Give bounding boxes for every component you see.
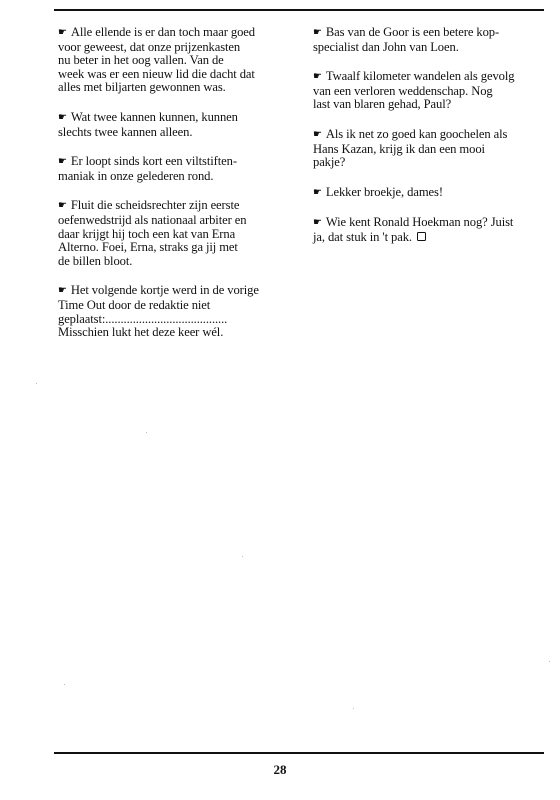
pointing-hand-icon: ☛ — [58, 27, 67, 38]
pointing-hand-icon: ☛ — [313, 217, 322, 229]
pointing-hand-icon: ☛ — [58, 156, 67, 168]
snippet-item — [313, 128, 535, 170]
snippet-item — [313, 216, 535, 244]
snippet-text: Als ik net zo goed kan goochelen als Hans Kazan, krijg ik dan een mooi pakje? — [313, 126, 508, 170]
snippet-item — [58, 26, 298, 95]
scan-speck — [242, 556, 243, 557]
snippet-item — [58, 284, 298, 339]
end-of-article-square-icon — [417, 232, 426, 241]
pointing-hand-icon: ☛ — [58, 285, 67, 297]
scan-speck — [146, 432, 147, 433]
bottom-rule — [54, 752, 544, 754]
top-rule — [54, 9, 544, 11]
snippet-text: Wie kent Ronald Hoekman nog? Juist ja, dat stuk in 't pak. — [313, 215, 514, 244]
pointing-hand-icon: ☛ — [313, 186, 322, 198]
snippet-text: Het volgende kortje werd in de vorige Time Out door de redaktie niet geplaatst:........................................ Misschien lukt het deze keer wél. — [58, 283, 259, 340]
pointing-hand-icon: ☛ — [313, 27, 322, 38]
snippet-text: Fluit die scheidsrechter zijn eerste oefenwedstrijd als nationaal arbiter en daar krijgt hij toch een kat van Erna Alterno. Foei, Erna, straks ga jij met de billen bloot. — [58, 198, 247, 268]
snippet-item — [313, 70, 535, 112]
pointing-hand-icon: ☛ — [313, 71, 322, 83]
snippet-item — [313, 186, 535, 201]
snippet-text: Wat twee kannen kunnen, kunnen slechts twee kannen alleen. — [58, 109, 238, 139]
page-number: 28 — [273, 762, 287, 777]
scan-speck — [64, 684, 65, 685]
snippet-item — [58, 199, 298, 268]
scan-speck — [36, 383, 37, 384]
snippet-item — [58, 111, 298, 139]
snippet-text: Lekker broekje, dames! — [325, 184, 443, 199]
snippet-text: Twaalf kilometer wandelen als gevolg van een verloren weddenschap. Nog last van blaren gehad, Paul? — [313, 69, 515, 112]
scan-speck — [353, 708, 354, 709]
pointing-hand-icon: ☛ — [313, 128, 322, 140]
snippet-item — [313, 26, 535, 54]
pointing-hand-icon: ☛ — [58, 200, 67, 212]
right-column — [313, 26, 535, 261]
snippet-item — [58, 155, 298, 183]
pointing-hand-icon: ☛ — [58, 111, 67, 123]
left-column — [58, 26, 298, 356]
scan-speck — [549, 661, 550, 662]
snippet-text: Alle ellende is er dan toch maar goed voor geweest, dat onze prijzenkasten nu beter in het oog vallen. Van de week was er een nieuw lid die dacht dat alles met biljarten gewonnen was. — [58, 25, 255, 95]
snippet-text: Bas van de Goor is een betere kop- specialist dan John van Loen. — [313, 25, 500, 54]
snippet-text: Er loopt sinds kort een viltstiften- maniak in onze gelederen rond. — [58, 154, 237, 183]
